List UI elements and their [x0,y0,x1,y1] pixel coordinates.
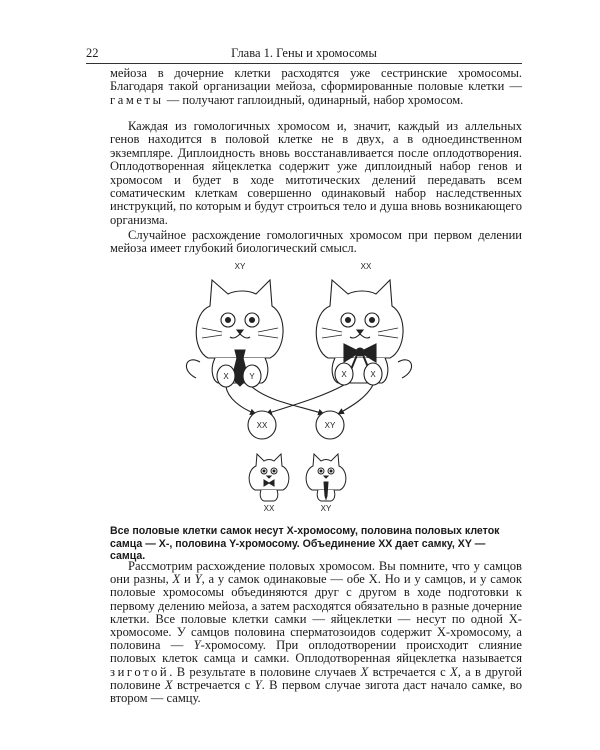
female-cat-illustration [316,280,411,383]
page-header [86,43,522,64]
female-kitten-illustration [249,454,289,501]
fertilization-arrows [226,385,373,414]
male-kitten-illustration [306,454,346,501]
running-title: Глава 1. Гены и хромосомы [231,46,377,60]
term-zygote: зиготой [110,664,170,679]
egg-2-label: X [370,370,376,379]
child-female-label: XX [263,504,275,513]
term-gametes: гаметы [110,92,164,107]
male-parent-label: XY [234,262,246,271]
inheritance-figure [170,258,420,520]
paragraph-2: Каждая из гомологичных хромосом и, значит, каждый из аллельных генов находится в половой клетке не в двух, а в одноединственном экземпляре. Диплоидность вновь восстанавливается после оплодотворения. Оплодотворенная яйцеклетка содержит уже диплоидный набор генов и хромосом и будет в ходе митотических делений передавать всем соматическим клеткам совершенно одинаковый набор наследственных инструкций, по которым и будут строиться тело и душа вновь возникающего организма. [110,119,522,227]
female-parent-label: XX [360,262,372,271]
zygote-xy-label: XY [324,421,336,430]
male-cat-illustration [186,280,283,386]
egg-1-label: X [341,370,347,379]
child-male-label: XY [320,504,332,513]
sperm-y-label: Y [249,372,255,381]
sperm-x-label: X [223,372,229,381]
page-number: 22 [86,46,99,60]
paragraph-1: мейоза в дочерние клетки расходятся уже сестринские хромосомы. Благодаря такой организации мейоза, сформированные половые клетки — гаметы — получают гаплоидный, одинарный, набор хромосом. [110,66,522,107]
paragraph-3: Случайное расхождение гомологичных хромосом при первом делении мейоза имеет глубокий биологический смысл. [110,228,522,256]
figure-caption: Все половые клетки самок несут X-хромосому, половина половых клеток самца — X-, половина Y-хромосому. Объединение XX дает самку, XY — самца. [110,525,500,563]
cat-diagram [170,258,420,520]
zygote-xx-label: XX [256,421,268,430]
paragraph-4: Рассмотрим расхождение половых хромосом. Вы помните, что у самцов они разны, X и Y, а у самок одинаковые — обе X. Но и у самцов, и у самок половые хромосомы объединяются друг с другом в ходе подготовки к первому делению мейоза, а затем расходятся обязательно в разные дочерние клетки. Все половые клетки самки — яйцеклетки — несут по одной X-хромосоме. У самцов половина сперматозоидов содержит X-хромосому, а половина — Y-хромосому. При оплодотворении происходит слияние половых клеток самца и самки. Оплодотворенная яйцеклетка называется зиготой. В результате в половине случаев X встречается с X, а в другой половине X встречается с Y. В первом случае зигота даст начало самке, во втором — самцу. [110,559,523,706]
